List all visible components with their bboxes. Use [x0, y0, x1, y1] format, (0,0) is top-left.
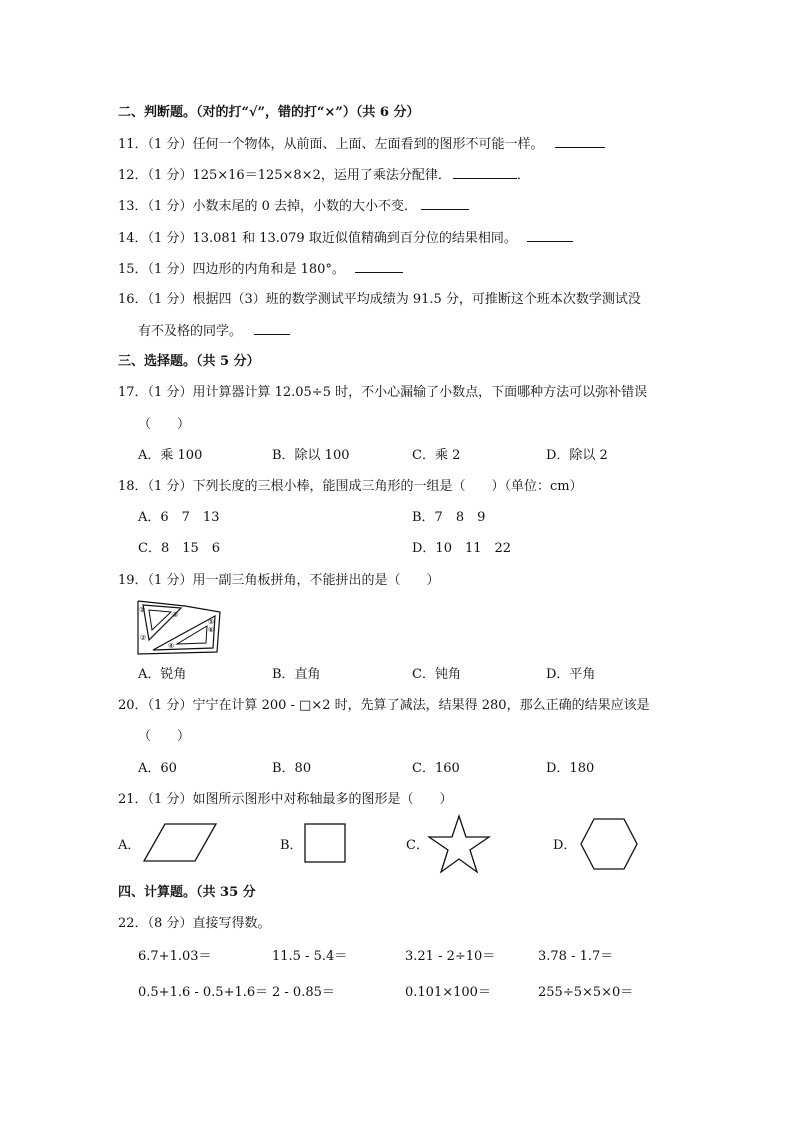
option-c[interactable]: C．乘 2	[412, 448, 461, 463]
q-num: 22．	[118, 916, 148, 931]
q-num: 12．	[118, 168, 148, 183]
figure-label-5: ⑤	[208, 618, 215, 626]
q-num: 16．	[118, 292, 148, 307]
q-score: （1 分）	[147, 199, 193, 214]
option-b[interactable]: B．除以 100	[272, 448, 350, 463]
star-shape	[428, 815, 490, 873]
q-text: 四边形的内角和是 180°。	[192, 262, 345, 277]
figure-label-3: ③	[172, 611, 179, 619]
q-num: 11．	[118, 137, 148, 152]
question-16	[118, 291, 641, 309]
question-15	[118, 260, 403, 279]
q-text-line2: 有不及格的同学。	[138, 324, 243, 339]
q-num: 14．	[118, 231, 148, 246]
calc-item[interactable]: 255÷5×5×0＝	[538, 985, 634, 1000]
q-text: 用计算器计算 12.05÷5 时，不小心漏输了小数点，下面哪种方法可以弥补错误	[192, 385, 648, 400]
q-text: 小数末尾的 0 去掉，小数的大小不变．	[192, 199, 417, 214]
set-square-figure	[135, 598, 225, 658]
question-11	[118, 135, 605, 154]
figure-label-1: ①	[139, 606, 146, 614]
option-d[interactable]: D．除以 2	[546, 448, 608, 463]
calc-section-title: 四、计算题。（共 35 分	[118, 885, 256, 900]
q-num: 13．	[118, 199, 148, 214]
question-14	[118, 229, 573, 248]
q-score: （1 分）	[147, 385, 193, 400]
q-score: （1 分）	[147, 792, 193, 807]
q-num: 15．	[118, 262, 148, 277]
option-d[interactable]: D．平角	[546, 667, 596, 682]
q-score: （1 分）	[147, 168, 193, 183]
large-triangle	[153, 616, 215, 650]
question-22	[118, 915, 270, 933]
calc-item[interactable]: 3.78 - 1.7＝	[538, 949, 614, 964]
option-d[interactable]: D．	[553, 838, 577, 853]
calc-item[interactable]: 0.101×100＝	[405, 985, 491, 1000]
q-score: （1 分）	[147, 262, 193, 277]
q-score: （1 分）	[147, 479, 193, 494]
q-score: （1 分）	[147, 698, 193, 713]
option-a[interactable]: A．60	[138, 761, 177, 776]
q-score: （1 分）	[147, 231, 193, 246]
answer-blank[interactable]	[555, 135, 605, 148]
parallelogram-shape	[143, 823, 217, 863]
q-score: （1 分）	[147, 292, 193, 307]
option-b[interactable]: B．7 8 9	[412, 510, 486, 525]
question-16-continued	[138, 322, 290, 341]
q-text: 13.081 和 13.079 取近似值精确到百分位的结果相同。	[192, 231, 517, 246]
q-text: 任何一个物体，从前面、上面、左面看到的图形不可能一样。	[192, 137, 544, 152]
calc-item[interactable]: 3.21 - 2÷10＝	[405, 949, 496, 964]
q-text: 下列长度的三根小棒，能围成三角形的一组是（ ）（单位：cm）	[192, 479, 583, 494]
answer-blank[interactable]	[421, 197, 469, 210]
q-text: 宁宁在计算 200 - □×2 时，先算了减法，结果得 280，那么正确的结果应该是	[192, 698, 650, 713]
q-num: 19．	[118, 573, 148, 588]
calc-item[interactable]: 2 - 0.85＝	[272, 985, 335, 1000]
q-text: 直接写得数。	[192, 916, 271, 931]
option-a[interactable]: A．	[118, 838, 141, 853]
option-b[interactable]: B．80	[272, 761, 312, 776]
q-text: 125×16＝125×8×2，运用了乘法分配律．	[192, 168, 451, 183]
question-12	[118, 166, 530, 185]
calc-item[interactable]: 11.5 - 5.4＝	[272, 949, 348, 964]
question-17	[118, 384, 647, 402]
q-score: （8 分）	[147, 916, 193, 931]
answer-blank[interactable]	[254, 322, 290, 335]
option-c[interactable]: C．160	[412, 761, 460, 776]
q-score: （1 分）	[147, 137, 193, 152]
q-text: 用一副三角板拼角，不能拼出的是（ ）	[192, 573, 440, 588]
option-b[interactable]: B．	[280, 838, 303, 853]
figure-label-2: ②	[140, 634, 147, 642]
option-c[interactable]: C．	[406, 838, 429, 853]
q-num: 18．	[118, 479, 148, 494]
q-text: 如图所示图形中对称轴最多的图形是（ ）	[192, 792, 453, 807]
judge-section-title: 二、判断题。（对的打“√”，错的打“×”）（共 6 分）	[118, 105, 420, 120]
option-d[interactable]: D．180	[546, 761, 595, 776]
option-c[interactable]: C．8 15 6	[138, 541, 221, 556]
question-19	[118, 572, 439, 590]
q-num: 20．	[118, 698, 148, 713]
answer-paren[interactable]: （ ）	[138, 417, 191, 432]
answer-blank[interactable]	[355, 260, 403, 273]
q-num: 17．	[118, 385, 148, 400]
option-b[interactable]: B．直角	[272, 667, 321, 682]
answer-paren[interactable]: （ ）	[138, 729, 191, 744]
option-a[interactable]: A．乘 100	[138, 448, 203, 463]
figure-label-4: ④	[168, 642, 175, 650]
question-21	[118, 791, 452, 809]
question-18	[118, 478, 583, 496]
hexagon-shape	[580, 818, 638, 870]
option-c[interactable]: C．钝角	[412, 667, 461, 682]
q-score: （1 分）	[147, 573, 193, 588]
q-text: 根据四（3）班的数学测试平均成绩为 91.5 分，可推断这个班本次数学测试没	[192, 292, 641, 307]
choice-section-title: 三、选择题。（共 5 分）	[118, 354, 260, 369]
q-tail: ．	[516, 168, 530, 183]
answer-blank[interactable]	[527, 229, 573, 242]
option-a[interactable]: A．锐角	[138, 667, 187, 682]
calc-item[interactable]: 6.7+1.03＝	[138, 949, 212, 964]
answer-blank[interactable]	[453, 166, 517, 179]
figure-label-6: ⑥	[208, 626, 215, 634]
small-triangle-inner	[149, 610, 171, 630]
option-a[interactable]: A．6 7 13	[138, 510, 220, 525]
question-13	[118, 197, 469, 216]
question-20	[118, 697, 650, 715]
option-d[interactable]: D．10 11 22	[412, 541, 512, 556]
calc-item[interactable]: 0.5+1.6 - 0.5+1.6＝	[138, 985, 269, 1000]
q-num: 21．	[118, 792, 148, 807]
square-shape	[304, 823, 346, 863]
